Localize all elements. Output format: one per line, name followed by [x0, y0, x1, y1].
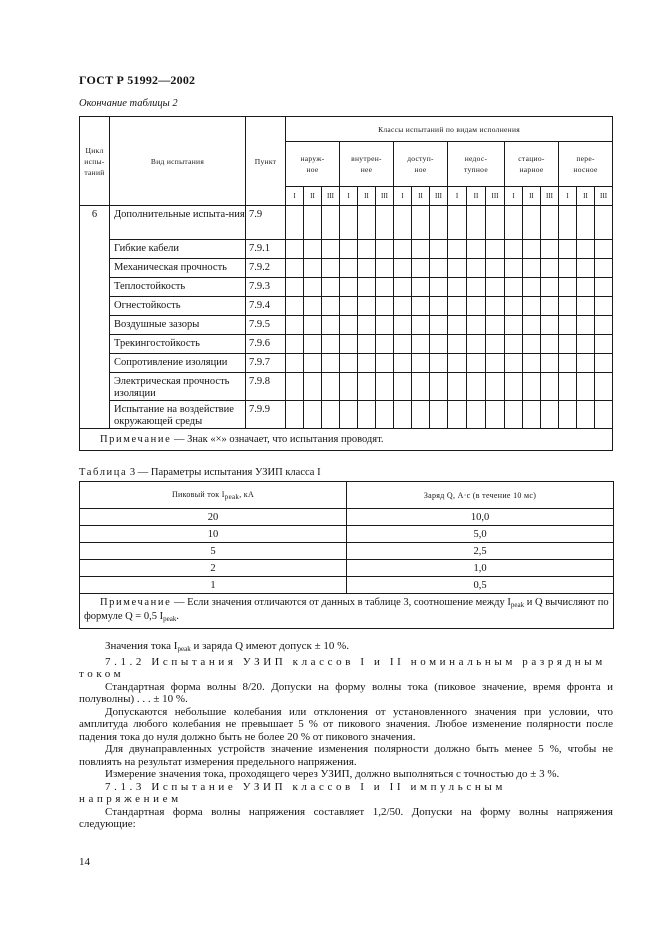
class-cell [412, 316, 430, 335]
table-3 [79, 481, 614, 629]
class-cell [448, 206, 467, 240]
class-cell [376, 335, 394, 354]
class-cell [340, 373, 358, 401]
test-name: Испытание на воздействие окружающей среды [110, 401, 246, 429]
class-cell [412, 335, 430, 354]
paragraph-bidirectional: Для двунаправленных устройств значение изменения полярности должно быть менее 5 %, чтобы не повлиять на результат измерения предельного напряжения. [79, 743, 613, 768]
test-name: Трекингостойкость [110, 335, 246, 354]
class-cell [412, 278, 430, 297]
test-name: Воздушные зазоры [110, 316, 246, 335]
table3-caption [79, 467, 321, 478]
header-classes: Классы испытаний по видам исполнения [286, 117, 613, 142]
class-cell [577, 354, 595, 373]
class-cell [322, 373, 340, 401]
class-cell [304, 206, 322, 240]
class-cell [577, 373, 595, 401]
table-row [80, 316, 613, 335]
class-cell [412, 240, 430, 259]
charge-value: 2,5 [347, 543, 614, 560]
table3-caption-label: Таблица [79, 467, 128, 478]
page-number: 14 [79, 856, 90, 868]
class-cell [486, 373, 505, 401]
class-cell [448, 354, 467, 373]
class-cell [358, 335, 376, 354]
test-punkt: 7.9.2 [246, 259, 286, 278]
class-cell [286, 206, 304, 240]
class-cell [541, 401, 559, 429]
class-cell [559, 297, 577, 316]
class-cell [505, 297, 523, 316]
class-cell [467, 316, 486, 335]
class-cell [430, 335, 448, 354]
header-class-numeral: II [577, 187, 595, 206]
class-cell [304, 297, 322, 316]
class-cell [286, 335, 304, 354]
class-cell [595, 354, 613, 373]
class-cell [394, 316, 412, 335]
class-cell [559, 278, 577, 297]
test-punkt: 7.9.4 [246, 297, 286, 316]
test-name: Гибкие кабели [110, 240, 246, 259]
class-cell [340, 354, 358, 373]
header-group: пере- носное [559, 142, 613, 187]
class-cell [376, 297, 394, 316]
test-punkt: 7.9.9 [246, 401, 286, 429]
class-cell [394, 259, 412, 278]
class-cell [505, 259, 523, 278]
class-cell [286, 259, 304, 278]
class-cell [448, 401, 467, 429]
class-cell [340, 335, 358, 354]
header-class-numeral: I [505, 187, 523, 206]
class-cell [394, 278, 412, 297]
test-name: Огнестойкость [110, 297, 246, 316]
class-cell [577, 401, 595, 429]
class-cell [559, 316, 577, 335]
class-cell [541, 335, 559, 354]
class-cell [595, 373, 613, 401]
class-cell [340, 297, 358, 316]
class-cell [467, 278, 486, 297]
class-cell [286, 373, 304, 401]
class-cell [430, 259, 448, 278]
class-cell [577, 259, 595, 278]
class-cell [523, 206, 541, 240]
header-class-numeral: I [286, 187, 304, 206]
class-cell [505, 206, 523, 240]
class-cell [448, 259, 467, 278]
class-cell [448, 278, 467, 297]
ipeak-value: 20 [80, 509, 347, 526]
test-punkt: 7.9.7 [246, 354, 286, 373]
class-cell [376, 354, 394, 373]
class-cell [448, 297, 467, 316]
class-cell [322, 259, 340, 278]
class-cell [430, 316, 448, 335]
test-name: Теплостойкость [110, 278, 246, 297]
class-cell [394, 240, 412, 259]
class-cell [358, 401, 376, 429]
class-cell [322, 206, 340, 240]
ipeak-value: 10 [80, 526, 347, 543]
class-cell [430, 297, 448, 316]
class-cell [358, 240, 376, 259]
section-7-1-3-heading: 7.1.3 Испытание УЗИП классов I и II импульсным напряжением [79, 780, 506, 805]
class-cell [505, 373, 523, 401]
class-cell [505, 240, 523, 259]
class-cell [577, 335, 595, 354]
class-cell [541, 354, 559, 373]
class-cell [286, 316, 304, 335]
class-cell [505, 278, 523, 297]
table-row [80, 354, 613, 373]
header-class-numeral: III [541, 187, 559, 206]
class-cell [577, 297, 595, 316]
table-row [80, 297, 613, 316]
table2-note: Примечание — Знак «×» означает, что испытания проводят. [80, 429, 613, 451]
ipeak-value: 1 [80, 577, 347, 594]
class-cell [541, 316, 559, 335]
class-cell [595, 316, 613, 335]
class-cell [523, 316, 541, 335]
class-cell [467, 373, 486, 401]
class-cell [467, 240, 486, 259]
class-cell [559, 335, 577, 354]
class-cell [467, 297, 486, 316]
table-row [80, 577, 614, 594]
class-cell [358, 206, 376, 240]
header-class-numeral: I [448, 187, 467, 206]
class-cell [486, 335, 505, 354]
class-cell [394, 297, 412, 316]
class-cell [505, 354, 523, 373]
class-cell [322, 278, 340, 297]
paragraph-waveform-8-20: Стандартная форма волны 8/20. Допуски на форму волны тока (пиковое значение, время фронта и полуволны) . . . ± 10 %. [79, 680, 613, 705]
class-cell [541, 297, 559, 316]
table-row [80, 373, 613, 401]
class-cell [467, 206, 486, 240]
class-cell [505, 401, 523, 429]
class-cell [541, 240, 559, 259]
class-cell [577, 316, 595, 335]
class-cell [430, 240, 448, 259]
test-name: Механическая прочность [110, 259, 246, 278]
class-cell [577, 240, 595, 259]
class-cell [322, 335, 340, 354]
class-cell [595, 206, 613, 240]
class-cell [467, 354, 486, 373]
class-cell [340, 206, 358, 240]
test-punkt: 7.9.3 [246, 278, 286, 297]
body-text [79, 640, 613, 831]
class-cell [595, 278, 613, 297]
class-cell [304, 259, 322, 278]
class-cell [559, 259, 577, 278]
class-cell [448, 240, 467, 259]
class-cell [595, 335, 613, 354]
class-cell [358, 373, 376, 401]
class-cell [430, 373, 448, 401]
table3-caption-text: 3 — Параметры испытания УЗИП класса I [127, 467, 321, 478]
table-row [80, 560, 614, 577]
class-cell [304, 240, 322, 259]
class-cell [541, 206, 559, 240]
class-cell [394, 354, 412, 373]
class-cell [376, 259, 394, 278]
header-class-numeral: I [559, 187, 577, 206]
class-cell [486, 316, 505, 335]
class-cell [286, 278, 304, 297]
class-cell [376, 206, 394, 240]
class-cell [286, 297, 304, 316]
class-cell [559, 401, 577, 429]
class-cell [448, 373, 467, 401]
class-cell [486, 206, 505, 240]
test-punkt: 7.9 [246, 206, 286, 240]
class-cell [523, 335, 541, 354]
header-class-numeral: III [595, 187, 613, 206]
class-cell [467, 335, 486, 354]
class-cell [486, 240, 505, 259]
class-cell [358, 316, 376, 335]
header-class-numeral: II [412, 187, 430, 206]
class-cell [286, 401, 304, 429]
header-class-numeral: II [467, 187, 486, 206]
class-cell [376, 240, 394, 259]
class-cell [559, 373, 577, 401]
class-cell [358, 259, 376, 278]
cycle-number: 6 [80, 206, 110, 429]
class-cell [577, 278, 595, 297]
class-cell [486, 401, 505, 429]
charge-value: 5,0 [347, 526, 614, 543]
table-row [80, 259, 613, 278]
class-cell [412, 354, 430, 373]
class-cell [486, 297, 505, 316]
class-cell [340, 401, 358, 429]
document-header: ГОСТ Р 51992—2002 [79, 73, 196, 87]
header-group: внутрен- нее [340, 142, 394, 187]
class-cell [340, 259, 358, 278]
test-punkt: 7.9.5 [246, 316, 286, 335]
class-cell [486, 259, 505, 278]
class-cell [505, 316, 523, 335]
paragraph-oscillations: Допускаются небольшие колебания или отклонения от установленного значения при условии, что амплитуда любого колебания не превышает 5 % от пикового значения. Любое изменение полярности после падения тока до нуля должно быть не более 20 % от пикового значения. [79, 705, 613, 743]
class-cell [505, 335, 523, 354]
test-punkt: 7.9.1 [246, 240, 286, 259]
class-cell [467, 401, 486, 429]
class-cell [322, 354, 340, 373]
class-cell [376, 401, 394, 429]
class-cell [523, 259, 541, 278]
class-cell [541, 259, 559, 278]
test-name: Сопротивление изоляции [110, 354, 246, 373]
class-cell [559, 354, 577, 373]
class-cell [448, 316, 467, 335]
class-cell [412, 259, 430, 278]
class-cell [523, 297, 541, 316]
class-cell [304, 335, 322, 354]
class-cell [430, 278, 448, 297]
class-cell [304, 401, 322, 429]
table-row [80, 278, 613, 297]
paragraph-waveform-1-2-50: Стандартная форма волны напряжения составляет 1,2/50. Допуски на форму волны напряжения следующие: [79, 805, 613, 830]
class-cell [376, 316, 394, 335]
header-class-numeral: III [376, 187, 394, 206]
header-class-numeral: III [322, 187, 340, 206]
header-class-numeral: I [394, 187, 412, 206]
header-group: недос- тупное [448, 142, 505, 187]
class-cell [412, 401, 430, 429]
table-row [80, 401, 613, 429]
class-cell [467, 259, 486, 278]
table-row [80, 526, 614, 543]
test-name: Электрическая прочность изоляции [110, 373, 246, 401]
charge-value: 0,5 [347, 577, 614, 594]
table2-caption: Окончание таблицы 2 [79, 98, 178, 109]
table-row [80, 206, 613, 240]
class-cell [412, 206, 430, 240]
header-group: доступ- ное [394, 142, 448, 187]
table3-note: Примечание — Если значения отличаются от данных в таблице 3, соотношение между $I_{peak}$ и Q вычисляют по формуле Q = 0,5 $I_{peak}$. [80, 594, 614, 629]
test-punkt: 7.9.6 [246, 335, 286, 354]
class-cell [358, 297, 376, 316]
table-row [80, 240, 613, 259]
header-test-type: Вид испытания [110, 117, 246, 206]
header-class-numeral: II [523, 187, 541, 206]
class-cell [577, 206, 595, 240]
class-cell [394, 206, 412, 240]
class-cell [412, 297, 430, 316]
header-class-numeral: III [486, 187, 505, 206]
class-cell [286, 354, 304, 373]
table-row [80, 335, 613, 354]
table-row [80, 509, 614, 526]
class-cell [358, 278, 376, 297]
class-cell [322, 297, 340, 316]
class-cell [430, 206, 448, 240]
class-cell [486, 278, 505, 297]
class-cell [541, 278, 559, 297]
class-cell [358, 354, 376, 373]
header-group: наруж- ное [286, 142, 340, 187]
class-cell [559, 206, 577, 240]
class-cell [322, 401, 340, 429]
test-name: Дополнительные испыта-ния [110, 206, 246, 240]
paragraph-tolerance: Значения тока $I_{peak}$ и заряда Q имеют допуск ± 10 %. [105, 640, 350, 653]
paragraph-measurement-accuracy: Измерение значения тока, проходящего через УЗИП, должно выполняться с точностью до ± 3 %. [105, 768, 560, 780]
class-cell [523, 354, 541, 373]
class-cell [448, 335, 467, 354]
class-cell [340, 240, 358, 259]
table3-header-charge: Заряд Q, А·с (в течение 10 мс) [347, 482, 614, 509]
class-cell [394, 335, 412, 354]
class-cell [541, 373, 559, 401]
class-cell [340, 278, 358, 297]
table-row [80, 543, 614, 560]
class-cell [430, 401, 448, 429]
class-cell [304, 316, 322, 335]
class-cell [559, 240, 577, 259]
class-cell [595, 297, 613, 316]
section-7-1-2-heading: 7.1.2 Испытания УЗИП классов I и II номинальным разрядным током [79, 655, 606, 680]
header-punkt: Пункт [246, 117, 286, 206]
class-cell [394, 373, 412, 401]
class-cell [304, 373, 322, 401]
ipeak-value: 5 [80, 543, 347, 560]
class-cell [595, 259, 613, 278]
class-cell [340, 316, 358, 335]
class-cell [523, 240, 541, 259]
class-cell [523, 373, 541, 401]
table-2 [79, 116, 613, 451]
class-cell [376, 278, 394, 297]
header-class-numeral: I [340, 187, 358, 206]
class-cell [322, 316, 340, 335]
class-cell [376, 373, 394, 401]
class-cell [523, 401, 541, 429]
header-group: стацио- нарное [505, 142, 559, 187]
class-cell [412, 373, 430, 401]
charge-value: 10,0 [347, 509, 614, 526]
class-cell [304, 278, 322, 297]
class-cell [304, 354, 322, 373]
class-cell [322, 240, 340, 259]
class-cell [286, 240, 304, 259]
header-class-numeral: III [430, 187, 448, 206]
class-cell [394, 401, 412, 429]
table3-header-ipeak: Пиковый ток Ipeak, кА [80, 482, 347, 509]
class-cell [523, 278, 541, 297]
ipeak-value: 2 [80, 560, 347, 577]
class-cell [595, 401, 613, 429]
test-punkt: 7.9.8 [246, 373, 286, 401]
class-cell [430, 354, 448, 373]
header-cycle: Цикл испы- таний [80, 117, 110, 206]
header-class-numeral: II [304, 187, 322, 206]
header-class-numeral: II [358, 187, 376, 206]
class-cell [486, 354, 505, 373]
class-cell [595, 240, 613, 259]
charge-value: 1,0 [347, 560, 614, 577]
